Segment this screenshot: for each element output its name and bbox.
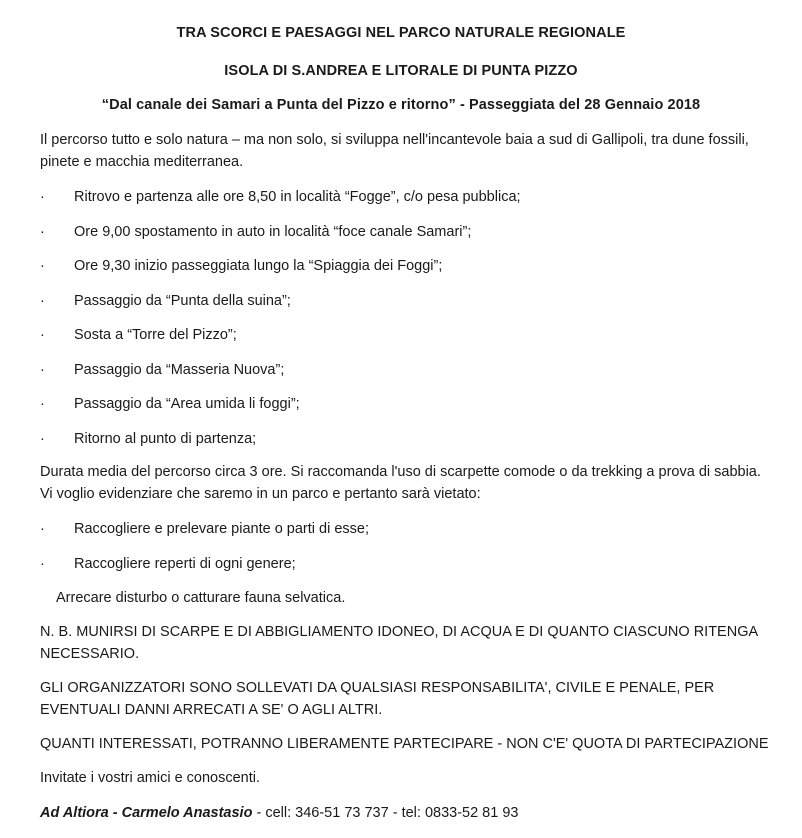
itinerary-item [40,290,770,312]
itinerary-item [40,359,770,381]
itinerary-item [40,393,770,415]
event-date: - Passeggiata del 28 Gennaio 2018 [455,97,701,113]
itinerary-item-text: Passaggio da “Punta della suina”; [74,292,291,309]
itinerary-item [40,428,770,450]
organizer-contacts: - cell: 346-51 73 737 - tel: 0833-52 81 93 [252,805,519,821]
invite-text: Invitate i vostri amici e conoscenti. [40,770,261,786]
bullet-marker: · [40,223,45,240]
prohibition-item-text: Raccogliere reperti di ogni genere; [74,555,296,572]
duration-paragraph: Durata media del percorso circa 3 ore. Si raccomanda l'uso di scarpette comode o da trekking a prova di sabbia. Vi voglio evidenziare che saremo in un parco e pertanto sarà vietato: [40,464,761,502]
bullet-marker: · [40,292,45,309]
itinerary-item-text: Ore 9,00 spostamento in auto in località “foce canale Samari”; [74,223,472,240]
itinerary-item-text: Sosta a “Torre del Pizzo”; [74,327,237,343]
bullet-marker: · [40,258,45,274]
prohibition-item-last: Arrecare disturbo o catturare fauna selvatica. [56,590,346,606]
itinerary-item-text: Ritorno al punto di partenza; [74,430,257,447]
itinerary-item [40,186,770,208]
bullet-marker: · [40,327,45,343]
itinerary-item-text: Passaggio da “Masseria Nuova”; [74,361,285,378]
bullet-marker: · [40,189,45,205]
nb-notice: N. B. MUNIRSI DI SCARPE E DI ABBIGLIAMENTO IDONEO, DI ACQUA E DI QUANTO CIASCUNO RITENGA NECESSARIO. [40,624,758,662]
itinerary-item-text: Passaggio da “Area umida li foggi”; [74,396,300,412]
itinerary-item [40,221,770,243]
itinerary-item-text: Ritrovo e partenza alle ore 8,50 in località “Fogge”, c/o pesa pubblica; [74,189,521,205]
route-name: “Dal canale dei Samari a Punta del Pizzo e ritorno” [101,97,456,113]
participation-notice: QUANTI INTERESSATI, POTRANNO LIBERAMENTE PARTECIPARE - NON C'E' QUOTA DI PARTECIPAZIONE [40,736,769,752]
itinerary-item [40,255,770,277]
prohibition-item [40,518,770,540]
bullet-marker: · [40,555,45,572]
itinerary-item [40,324,770,346]
intro-paragraph: Il percorso tutto e solo natura – ma non solo, si sviluppa nell'incantevole baia a sud di Gallipoli, tra dune fossili, pinete e macchia mediterranea. [40,132,749,170]
organizer-name: Ad Altiora - Carmelo Anastasio [40,805,253,821]
prohibition-item [40,553,770,575]
itinerary-item-text: Ore 9,30 inizio passeggiata lungo la “Spiaggia dei Foggi”; [74,258,443,274]
title-line-1: TRA SCORCI E PAESAGGI NEL PARCO NATURALE REGIONALE [176,25,626,41]
bullet-marker: · [40,430,45,447]
title-line-2: ISOLA DI S.ANDREA E LITORALE DI PUNTA PIZZO [224,63,578,79]
prohibition-item-text: Raccogliere e prelevare piante o parti di esse; [74,521,369,537]
signature [40,802,518,824]
bullet-marker: · [40,396,45,412]
bullet-marker: · [40,521,45,537]
disclaimer-notice: GLI ORGANIZZATORI SONO SOLLEVATI DA QUALSIASI RESPONSABILITA', CIVILE E PENALE, PER EVENTUALI DANNI ARRECATI A SE' O AGLI ALTRI. [40,680,715,718]
event-subtitle [0,97,802,113]
bullet-marker: · [40,361,45,378]
